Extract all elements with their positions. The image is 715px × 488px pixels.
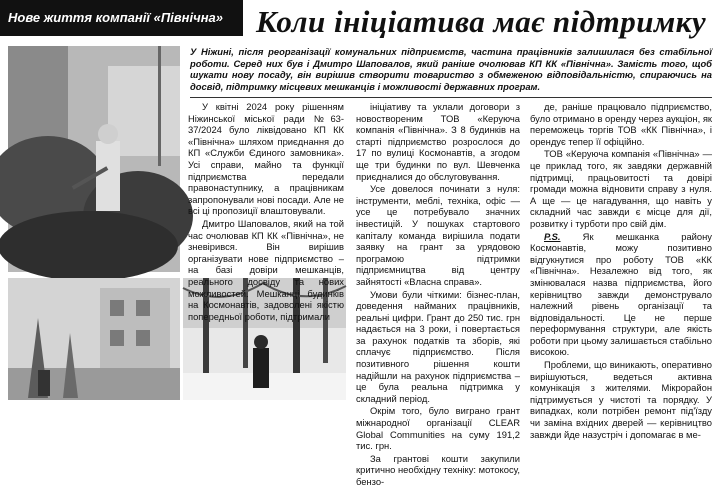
photo-worker-garden-image <box>8 46 180 272</box>
column2-paragraph: ініціативу та уклали договори з новоствореним ТОВ «Керуюча компанія «Північна». З 8 будинків на старті підприємство розрослося до 17 по вулиці Космонавтів, а згодом ще три будинки по вул. Шевченка приєдналися до обслуговування. <box>356 101 520 182</box>
column3-paragraph: ТОВ «Керуюча компанія «Північна» — це приклад того, як завдяки державній підтримці, працьовитості та довірі громади можна відновити справу з нуля. А ще — це нагадування, що навіть у складний час завжди є місце для дії, розвитку і турботи про свій дім. <box>530 148 712 229</box>
lead-divider <box>190 97 712 98</box>
column3-paragraph: Проблеми, що виникають, оперативно вирішуються, ведеться активна комунікація з жителями. Мікрорайон підтримується у чистоті та порядку. У випадках, коли потрібен ремонт під'їзду чи заміна вхідних дверей — керівництво завжди йде назустріч і допомагає в ме- <box>530 359 712 440</box>
column2-paragraph: Усе довелося починати з нуля: інструменти, меблі, техніка, офіс — усе це потребувало значних інвестицій. У пошуках стартового капіталу команда вирішила подати заявку на грант за урядовою програмою підтримки підприємництва від центру зайнятості «Власна справа». <box>356 183 520 287</box>
text-column-3 <box>530 101 712 440</box>
column1-paragraph: Дмитро Шаповалов, який на той час очолював КП КК «Північна», не зневірився. Він вирішив організувати нове підприємство – на базі довіри мешканців, реального досвіду та нових можливостей. Мешканці будинків на Космонавтів, задоволені якістю попередньої роботи, підтримали <box>188 217 344 322</box>
column2-paragraph: Умови були чіткими: бізнес-план, доведення найманих працівників, реальні цифри. Грант до 250 тис. грн надається на 3 роки, і повертається за рахунок податків та зборів, які сплачує підприємство. Після позитивного рішення кошти надійшли на рахунок підприємства – це була реальна підтримка у складний період. <box>356 288 520 404</box>
article-headline: Коли ініціатива має підтримку <box>256 4 707 39</box>
photo-worker-garden <box>8 46 180 272</box>
text-column-2 <box>356 101 520 487</box>
ps-text: Як мешканка району Космонавтів, можу позитивно відгукнутися про роботу ТОВ «КК «Північна». Незалежно від того, як змінювалася назва підприємства, його керівництво завжди демонструвало належний рівень організації та відповідальності. Це не перше переформування структури, але якість роботи при цьому залишається стабільно високою. <box>530 230 712 358</box>
photo-house-yard <box>8 278 180 400</box>
column3-paragraph: де, раніше працювало підприємство, було отримано в оренду через аукціон, як переможець торгів ТОВ «КК Північна», і орендує тепер її офіційно. <box>530 101 712 147</box>
text-column-1 <box>188 101 344 322</box>
photo-house-yard-image <box>8 278 180 400</box>
column1-paragraph: У квітні 2024 року рішенням Ніжинської міської ради №63-37/2024 було ліквідовано КП КК «Північна» шляхом приєднання до КП «Служби Єдиного замовника». Усі справи, майно та функції підприємства передали правонаступнику, а працівникам запропонували нові посади. Але не всі ці пропозиції влаштовували. <box>188 101 344 217</box>
column2-paragraph: Окрім того, було виграно грант міжнародної організації CLEAR Global Communities на суму 191,2 тис. грн. <box>356 405 520 452</box>
article-lead: У Ніжині, після реорганізації комунальних підприємств, частина працівників залишилася без стабільної роботи. Серед них був і Дмитро Шаповалов, який раніше очолював КП КК «Північна». Замість того, щоб шукати нову посаду, він вирішив створити товариство з обмеженою відповідальністю, спираючись на досвід, підтримку місцевих мешканців і можливості державних програм. <box>190 46 712 92</box>
ps-label: P.S. <box>544 230 561 242</box>
rubric-banner: Нове життя компанії «Північна» <box>0 0 243 36</box>
column3-ps-paragraph <box>530 231 712 359</box>
column2-paragraph: За грантові кошти закупили критично необхідну техніку: мотокосу, бензо- <box>356 452 520 487</box>
